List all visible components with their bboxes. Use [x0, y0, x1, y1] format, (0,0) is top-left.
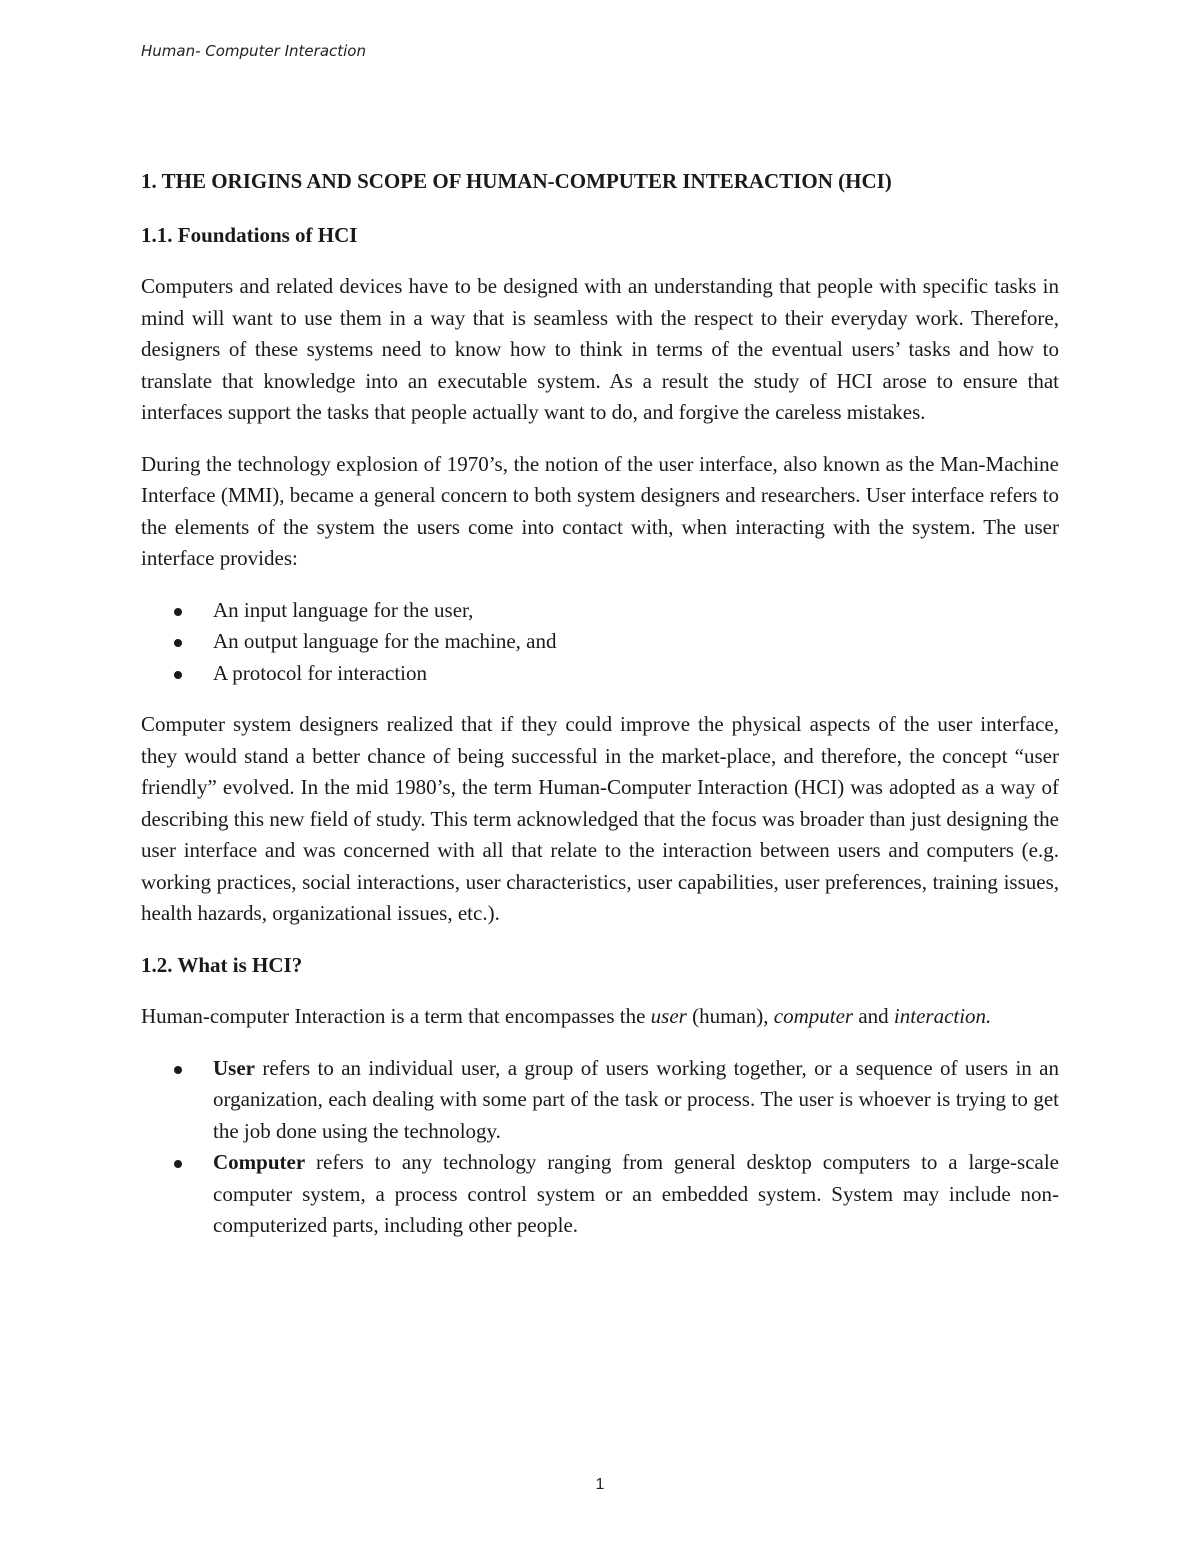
paragraph-user-friendly: Computer system designers realized that if they could improve the physical aspects of the user interface, they would stand a better chance of being successful in the market-place, and therefore, the concept “user friendly” evolved. In the mid 1980’s, the term Human-Computer Interaction (HCI) was adopted as a way of describing this new field of study. This term acknowledged that the focus was broader than just designing the user interface and was concerned with all that relate to the interaction between users and computers (e.g. working practices, social interactions, user characteristics, user capabilities, user preferences, training issues, health hazards, organizational issues, etc.). [141, 712, 1059, 925]
text-run: Human-computer Interaction is a term that encompasses the [141, 1004, 651, 1028]
bullet-icon [174, 1066, 182, 1074]
emphasis-interaction: interaction. [893, 1004, 992, 1028]
document-body [141, 166, 1059, 1262]
list-item-text: An output language for the machine, and [213, 629, 557, 653]
user-interface-provides-list [141, 595, 1059, 690]
list-item [213, 595, 1059, 627]
running-header: Human- Computer Interaction [141, 42, 366, 60]
section-heading-foundations: 1.1. Foundations of HCI [141, 222, 358, 247]
hci-components-list [141, 1053, 1059, 1242]
list-item-text: refers to an individual user, a group of users working together, or a sequence of users in an organization, each dealing with some part of the task or process. The user is whoever is trying to get the job done using the technology. [213, 1055, 1059, 1143]
page-number: 1 [595, 1476, 605, 1493]
bullet-icon [174, 671, 182, 679]
emphasis-computer: computer [773, 1004, 854, 1028]
list-item-text: A protocol for interaction [213, 660, 428, 685]
list-item [213, 1147, 1059, 1242]
list-item-text: refers to any technology ranging from general desktop computers to a large-scale computer system, a process control system or an embedded system. System may include non-computerized parts, including other people. [213, 1150, 1059, 1237]
term-computer: Computer [213, 1150, 306, 1174]
paragraph-hci-definition [141, 1001, 1059, 1033]
bullet-icon [174, 1160, 182, 1168]
term-user: User [213, 1055, 255, 1080]
chapter-heading: 1. THE ORIGINS AND SCOPE OF HUMAN-COMPUTER INTERACTION (HCI) [141, 169, 892, 193]
bullet-icon [174, 639, 182, 647]
list-item [213, 658, 1059, 690]
emphasis-user: user [650, 1004, 687, 1028]
list-item [213, 626, 1059, 658]
paragraph-technology-explosion: During the technology explosion of 1970’s, the notion of the user interface, also known as the Man-Machine Interface (MMI), became a general concern to both system designers and researchers. User interface refers to the elements of the system the users come into contact with, when interacting with the system. The user interface provides: [141, 451, 1059, 570]
list-item-text: An input language for the user, [213, 597, 474, 622]
section-heading-what-is-hci: 1.2. What is HCI? [141, 952, 303, 977]
paragraph-foundations: Computers and related devices have to be designed with an understanding that people with specific tasks in mind will want to use them in a way that is seamless with the respect to their everyday work. Therefore, designers of these systems need to know how to think in terms of the eventual users’ tasks and how to translate that knowledge into an executable system. As a result the study of HCI arose to ensure that interfaces support the tasks that people actually want to do, and forgive the careless mistakes. [141, 274, 1059, 424]
bullet-icon [174, 608, 182, 616]
list-item [213, 1053, 1059, 1148]
text-run: (human), [686, 1004, 774, 1028]
text-run: and [853, 1004, 894, 1028]
